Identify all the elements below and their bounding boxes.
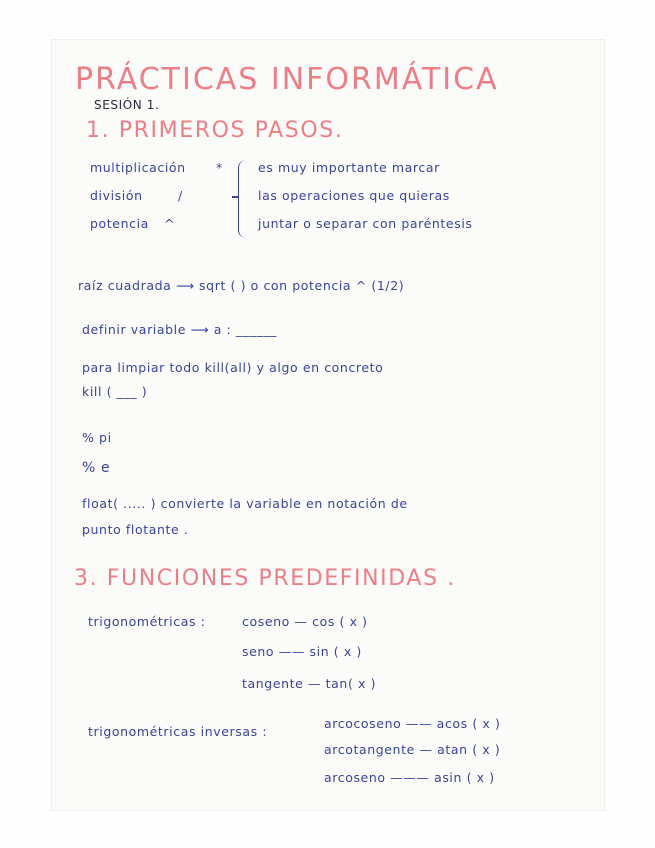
op-name: división <box>90 188 143 203</box>
brace-note-line: juntar o separar con paréntesis <box>258 216 473 231</box>
note-line: punto flotante . <box>82 522 189 537</box>
curly-brace-tip <box>232 196 239 198</box>
trig-label: trigonométricas : <box>88 614 206 629</box>
note-line: definir variable ⟶ a : ______ <box>82 322 278 337</box>
section-heading-3: 3. FUNCIONES PREDEFINIDAS . <box>74 566 456 591</box>
op-name: potencia <box>90 216 149 231</box>
notebook-page <box>52 40 604 810</box>
note-line: % pi <box>82 430 112 445</box>
op-symbol: * <box>216 160 223 175</box>
note-line: para limpiar todo kill(all) y algo en concreto <box>82 360 384 375</box>
inverse-trig-function: arcoseno ——— asin ( x ) <box>324 770 495 785</box>
brace-note-line: es muy importante marcar <box>258 160 440 175</box>
note-line: raíz cuadrada ⟶ sqrt ( ) o con potencia ^ (1/2) <box>78 278 405 293</box>
op-name: multiplicación <box>90 160 186 175</box>
trig-function: coseno — cos ( x ) <box>242 614 368 629</box>
note-line: kill ( ___ ) <box>82 384 148 399</box>
session-label: SESIÓN 1. <box>94 98 160 112</box>
curly-brace <box>238 160 249 238</box>
section-heading-1: 1. PRIMEROS PASOS. <box>86 118 344 143</box>
page-title: PRÁCTICAS INFORMÁTICA <box>75 62 499 97</box>
trig-function: seno —— sin ( x ) <box>242 644 362 659</box>
note-line: float( ..... ) convierte la variable en notación de <box>82 496 408 511</box>
op-symbol: / <box>178 188 183 203</box>
inverse-trig-function: arcotangente — atan ( x ) <box>324 742 501 757</box>
note-line: % e <box>82 460 111 476</box>
inverse-trig-label: trigonométricas inversas : <box>88 724 268 739</box>
brace-note-line: las operaciones que quieras <box>258 188 450 203</box>
trig-function: tangente — tan( x ) <box>242 676 377 691</box>
op-symbol: ^ <box>164 216 176 231</box>
inverse-trig-function: arcocoseno —— acos ( x ) <box>324 716 501 731</box>
